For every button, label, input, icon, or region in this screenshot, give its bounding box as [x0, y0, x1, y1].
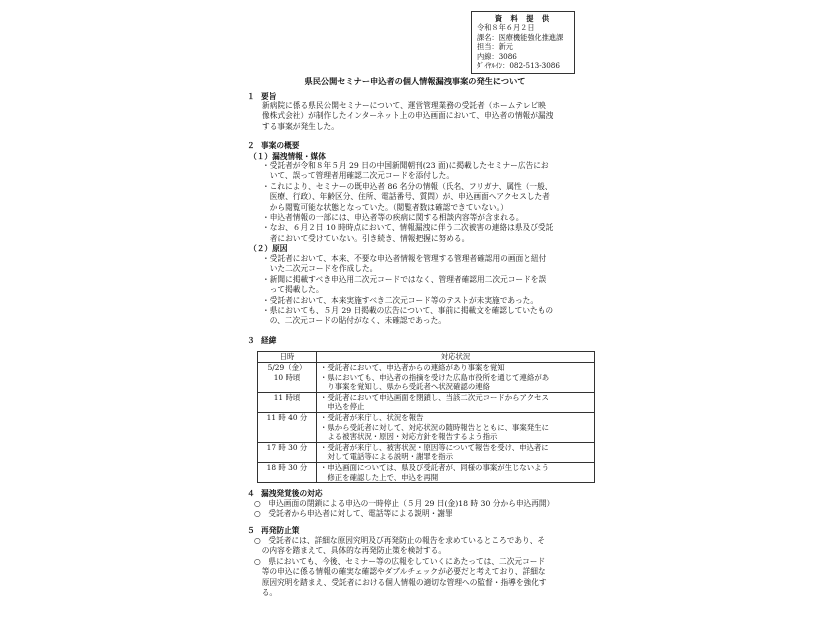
info-box-dial: ﾀﾞｲﾔﾙｲﾝ：082-513-3086 — [477, 61, 560, 71]
section-2-heading — [247, 140, 299, 151]
time-text: 11 時 40 分 — [266, 412, 308, 422]
text-line: ・県においても、申込者の指摘を受けた広島市役所を通じて連絡があ — [320, 372, 550, 382]
action-cell — [317, 363, 595, 393]
subsection-2-body — [262, 254, 553, 327]
section-title: 経緯 — [261, 336, 277, 345]
time-text: 11 時頃 — [273, 392, 301, 402]
column-header-time: 日時 — [258, 352, 317, 363]
table-row — [258, 363, 595, 393]
text-line: ・新聞に掲載すべき申込用二次元コードではなく、管理者確認用二次元コードを誤 — [262, 274, 547, 284]
text-line: 像株式会社）が制作したインターネット上の申込画面において、申込者の情報が漏洩 — [262, 111, 554, 121]
text-line: ・受託者において、本来実施すべき二次元コード等のテストが未実施であった。 — [262, 295, 539, 305]
table-row — [258, 462, 595, 482]
text-line: 等の申込に係る情報の確実な確認やダブルチェックが必要だと考えており、詳細な — [254, 567, 546, 577]
text-line: から閲覧可能な状態となっていた。（閲覧者数は確認できていない。） — [262, 202, 508, 212]
text-line: ・申込画面については、県及び受託者が、同様の事案が生じないよう — [320, 462, 549, 472]
table-row — [258, 442, 595, 462]
text-line: ○ 県においても、今後、セミナー等の広報をしていくにあたっては、二次元コード — [254, 556, 546, 566]
text-line: ・なお、６月２日 10 時時点において、情報漏洩に伴う二次被害の連絡は県及び受託 — [262, 223, 554, 233]
section-5-heading — [247, 525, 299, 536]
info-box-extension: 内線：3086 — [477, 51, 517, 61]
text-line: ・受託者において、本来、不要な申込者情報を管理する管理者確認用の画面と紐付 — [262, 254, 547, 263]
text-line: り事案を覚知し、県から受託者へ状況確認の連絡 — [320, 382, 490, 392]
text-line: ・受託者が令和８年５月 29 日の中国新聞朝刊(23 面)に掲載したセミナー広告にお — [262, 161, 549, 170]
section-number: １ — [247, 92, 255, 101]
action-cell — [317, 412, 595, 442]
subsection-heading: （１）漏洩情報・媒体 — [249, 152, 326, 161]
section-title: 事案の概要 — [261, 141, 300, 150]
section-number: ３ — [247, 336, 255, 345]
section-3-heading — [247, 335, 276, 346]
action-cell — [317, 392, 595, 412]
text-line: する事案が発生した。 — [262, 121, 339, 131]
action-cell — [317, 462, 595, 482]
text-line: る。 — [254, 588, 278, 598]
text-line: 者において受けていない。引き続き、情報把握に努める。 — [262, 233, 470, 243]
text-line: ・県から受託者に対して、対応状況の随時報告とともに、事案発生に — [320, 422, 549, 432]
column-header-action: 対応状況 — [317, 352, 595, 363]
text-line: ・これにより、セミナーの既申込者 86 名分の情報（氏名、フリガナ、属性（一般、 — [262, 181, 553, 191]
text-line: 新病院に係る県民公開セミナーについて、運営管理業務の受託者（ホームテレビ映 — [262, 101, 546, 110]
info-box-person: 担当：新元 — [477, 42, 513, 52]
section-5-body — [254, 536, 547, 598]
time-text: 17 時 30 分 — [266, 442, 308, 452]
text-line: 医療、行政）、年齢区分、住所、電話番号、質問）が、申込画面へアクセスした者 — [262, 192, 550, 202]
section-title: 再発防止策 — [261, 526, 300, 535]
time-cell — [258, 462, 317, 482]
time-cell — [258, 442, 317, 462]
section-1-body — [262, 101, 553, 132]
text-line: 申込を停止 — [320, 402, 365, 412]
press-release-info-box — [471, 11, 575, 74]
time-cell — [258, 412, 317, 442]
text-line: 修正を確認した上で、申込を再開 — [320, 472, 439, 482]
time-text: 18 時 30 分 — [266, 462, 308, 472]
info-box-title: 資 料 提 供 — [494, 14, 553, 23]
text-line: ・申込者情報の一部には、申込者等の疾病に関する相談内容等が含まれる。 — [262, 213, 524, 223]
text-line: 原因究明を踏まえ、受託者における個人情報の適切な管理への監督・指導を強化す — [254, 577, 547, 587]
section-number: ５ — [247, 526, 255, 535]
subsection-1-body — [262, 161, 553, 244]
table-header-row — [258, 352, 595, 363]
subsection-heading: （２）原因 — [249, 244, 288, 253]
text-line: ○ 受託者から申込者に対して、電話等による説明・謝罪 — [254, 509, 453, 519]
text-line: ・受託者において申込画面を閉鎖し、当該二次元コードからアクセス — [320, 392, 549, 402]
info-box-department: 課名：医療機能強化推進課 — [477, 32, 564, 42]
text-line: って掲載した。 — [262, 285, 324, 295]
text-line: の内容を踏まえて、具体的な再発防止策を検討する。 — [254, 546, 447, 556]
info-box-date: 令和８年６月２日 — [477, 23, 535, 33]
time-text: 5/29（金） — [267, 363, 307, 372]
time-cell — [258, 363, 317, 393]
timeline-table — [257, 351, 595, 483]
text-line: ・受託者において、申込者からの連絡があり事案を覚知 — [320, 363, 505, 372]
table-row — [258, 392, 595, 412]
table-row — [258, 412, 595, 442]
section-title: 漏洩発覚後の対応 — [261, 489, 323, 498]
time-text: 10 時頃 — [273, 372, 301, 382]
section-number: ２ — [247, 141, 255, 150]
action-cell — [317, 442, 595, 462]
text-line: ○ 申込画面の閉鎖による申込の一時停止（５月 29 日(金)18 時 30 分から申込再開） — [254, 499, 555, 508]
text-line: の、二次元コードの貼付がなく、未確認であった。 — [262, 316, 446, 326]
text-line: いて、誤って管理者用確認二次元コードを添付した。 — [262, 171, 455, 181]
text-line: ・受託者が来庁し、状況を報告 — [320, 412, 424, 422]
text-line: ・受託者が来庁し、被害状況・原因等について報告を受け、申込者に — [320, 442, 549, 452]
text-line: 対して電話等による説明・謝罪を指示 — [320, 452, 454, 462]
section-4-body — [254, 499, 554, 520]
text-line: いた二次元コードを作成した。 — [262, 264, 378, 274]
section-4-heading — [247, 488, 323, 499]
text-line: よる被害状況・原因・対応方針を報告するよう指示 — [320, 432, 498, 442]
text-line: ○ 受託者には、詳細な原因究明及び再発防止の報告を求めているところであり、そ — [254, 536, 546, 545]
text-line: ・県においても、５月 29 日掲載の広告について、事前に掲載文を確認していたもの — [262, 306, 554, 316]
section-title: 要旨 — [261, 92, 277, 101]
time-cell — [258, 392, 317, 412]
section-number: ４ — [247, 489, 255, 498]
document-title: 県民公開セミナー申込者の個人情報漏洩事案の発生について — [304, 76, 526, 86]
